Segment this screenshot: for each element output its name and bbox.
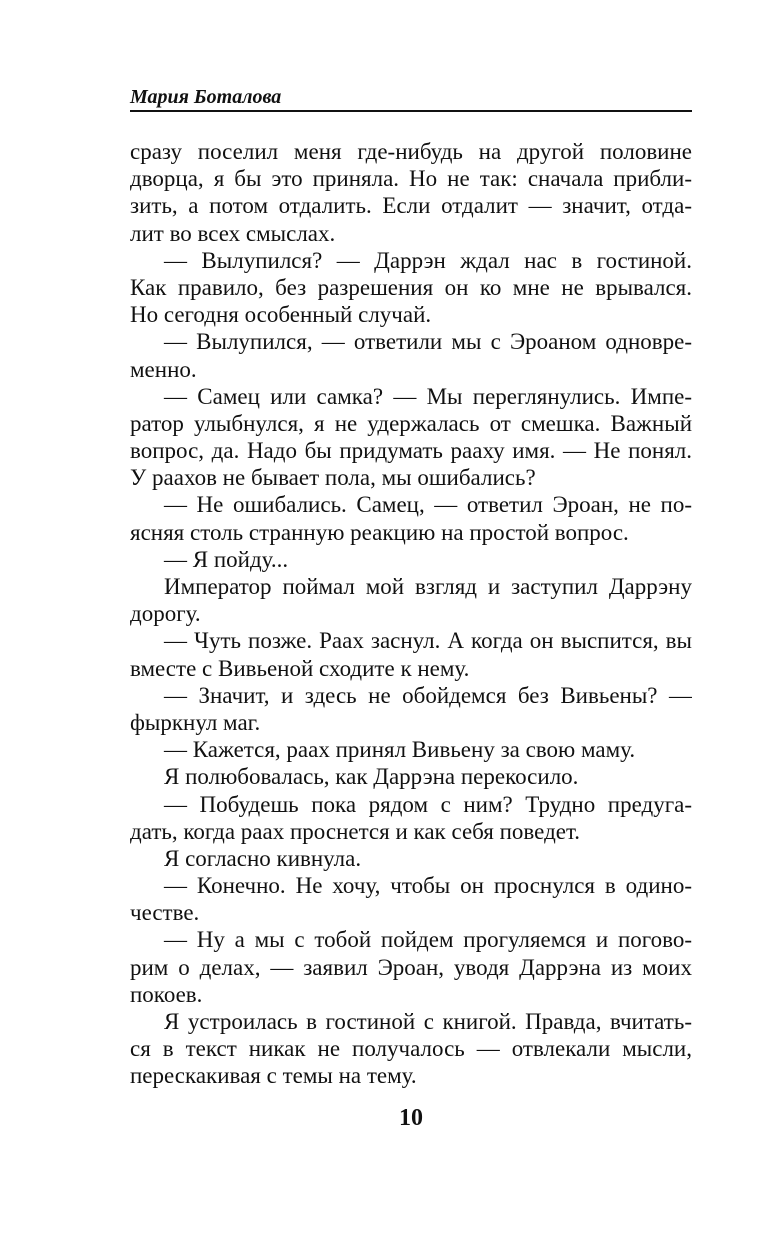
text-line: — Я пойду...	[164, 546, 289, 572]
text-line: — Конечно. Не хочу, чтобы он проснулся в одино-	[164, 873, 692, 899]
header-rule	[130, 110, 692, 112]
text-line: — Самец или самка? — Мы переглянулись. Импе-	[164, 383, 692, 409]
text-line: честве.	[130, 900, 200, 926]
text-line: сразу поселил меня где-нибудь на другой половине	[130, 139, 692, 164]
text-line: — Кажется, раах принял Вивьену за свою маму.	[164, 737, 636, 763]
text-line: ратор улыбнулся, я не удержалась от смешка. Важный	[130, 410, 692, 436]
text-line: Я устроилась в гостиной с книгой. Правда, вчитать-	[164, 1009, 692, 1034]
text-line: дворца, я бы это приняла. Но не так: сначала прибли-	[130, 166, 692, 192]
running-header	[130, 84, 692, 114]
text-line: вместе с Вивьеной сходите к нему.	[130, 655, 470, 681]
text-line: Император поймал мой взгляд и заступил Даррэну	[164, 574, 692, 599]
text-line: дать, когда раах проснется и как себя поведет.	[130, 818, 581, 844]
text-line: вопрос, да. Надо бы придумать рааху имя. — Не понял.	[130, 438, 692, 464]
page-number: 10	[399, 1105, 423, 1131]
text-line: — Вылупился, — ответили мы с Эроаном одновре-	[164, 329, 692, 355]
text-line: фыркнул маг.	[130, 709, 261, 735]
text-line: У раахов не бывает пола, мы ошибались?	[130, 465, 536, 491]
text-line: менно.	[130, 356, 197, 382]
text-line: — Значит, и здесь не обойдемся без Вивьены? —	[164, 682, 692, 708]
text-line: рим о делах, — заявил Эроан, уводя Даррэна из моих	[130, 954, 692, 980]
text-line: — Вылупился? — Даррэн ждал нас в гостиной.	[164, 247, 692, 273]
text-line: ясняя столь странную реакцию на простой вопрос.	[130, 519, 629, 545]
author-name: Мария Боталова	[130, 86, 282, 108]
text-line: — Не ошибались. Самец, — ответил Эроан, не по-	[164, 492, 692, 518]
body-text	[130, 138, 692, 1090]
text-line: перескакивая с темы на тему.	[130, 1063, 417, 1089]
text-line: ся в текст никак не получалось — отвлекали мысли,	[130, 1036, 692, 1062]
text-line: зить, а потом отдалить. Если отдалит — значит, отда-	[130, 193, 692, 219]
text-line: Я согласно кивнула.	[164, 845, 362, 871]
text-line: Как правило, без разрешения он ко мне не врывался.	[130, 274, 692, 300]
text-line: покоев.	[130, 981, 203, 1007]
text-line: — Побудешь пока рядом с ним? Трудно предуга-	[164, 791, 692, 817]
text-line: — Чуть позже. Раах заснул. А когда он выспится, вы	[164, 628, 692, 654]
text-line: лит во всех смыслах.	[130, 220, 336, 246]
text-line: Но сегодня особенный случай.	[130, 302, 432, 328]
text-line: дорогу.	[130, 601, 201, 627]
text-line: Я полюбовалась, как Даррэна перекосило.	[164, 764, 579, 790]
text-line: — Ну а мы с тобой пойдем прогуляемся и погово-	[164, 927, 692, 953]
